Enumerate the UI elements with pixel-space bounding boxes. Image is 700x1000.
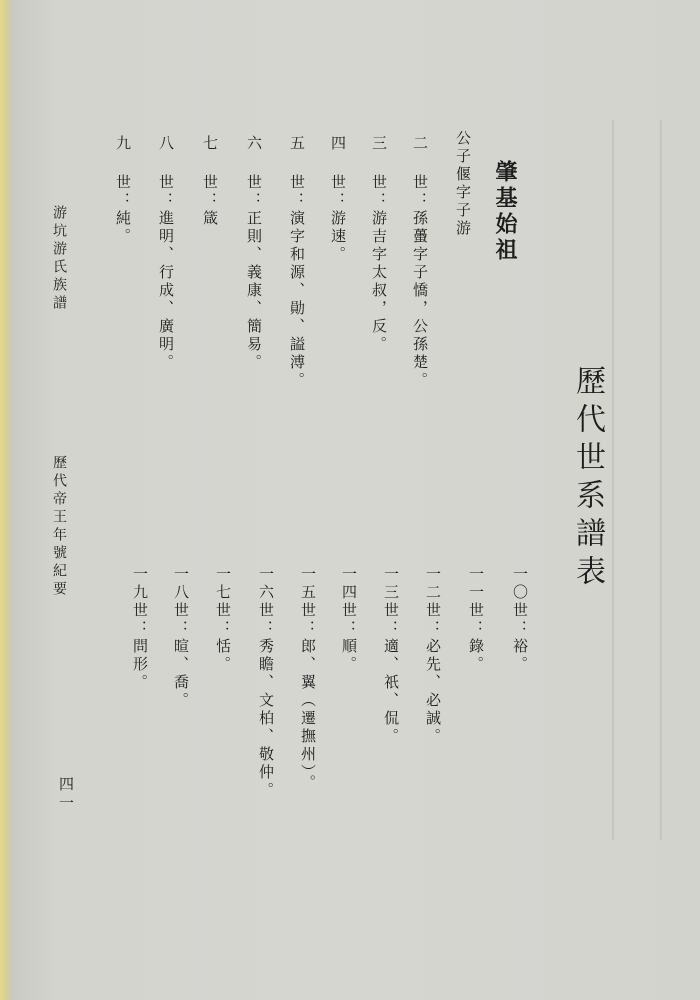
generation-2: 二 世：孫蠆字子憍，公孫楚。 bbox=[411, 135, 429, 390]
generation-3: 三 世：游吉字太叔，反。 bbox=[370, 135, 388, 354]
founder-heading: 肇基始祖 bbox=[492, 160, 518, 264]
generation-5: 五 世：演字和源、勛、謚溥。 bbox=[288, 135, 306, 390]
generation-14: 一四世：順。 bbox=[340, 566, 358, 674]
generation-18: 一八世：暄、喬。 bbox=[172, 566, 190, 710]
generation-13: 一三世：適、祇、侃。 bbox=[382, 566, 400, 746]
book-spine-edge bbox=[0, 0, 12, 1000]
generation-8: 八 世：進明、行成、廣明。 bbox=[157, 135, 175, 372]
running-head-genealogy-title: 游坑游氏族譜 bbox=[51, 205, 67, 313]
page-title: 歷代世系譜表 bbox=[570, 365, 605, 593]
generation-17: 一七世：恬。 bbox=[214, 566, 232, 674]
page-number: 四一 bbox=[57, 776, 75, 814]
generation-7: 七 世：箴 bbox=[201, 135, 219, 228]
founder-line: 公子偃字子游 bbox=[454, 130, 472, 238]
generation-11: 一一世：錄。 bbox=[467, 566, 485, 674]
generation-10: 一〇世：裕。 bbox=[511, 566, 529, 674]
running-head-section-title: 歷代帝王年號紀要 bbox=[51, 455, 67, 599]
generation-19: 一九世：問形。 bbox=[131, 566, 149, 692]
show-through-text bbox=[590, 120, 690, 840]
generation-9: 九 世：純。 bbox=[114, 135, 132, 246]
generation-15: 一五世：郎、翼（遷撫州）。 bbox=[299, 566, 317, 793]
generation-4: 四 世：游速。 bbox=[329, 135, 347, 264]
generation-16: 一六世：秀瞻、文柏、敬仲。 bbox=[257, 566, 275, 800]
generation-6: 六 世：正則、義康、簡易。 bbox=[245, 135, 263, 372]
generation-12: 一二世：必先、必誠。 bbox=[424, 566, 442, 746]
